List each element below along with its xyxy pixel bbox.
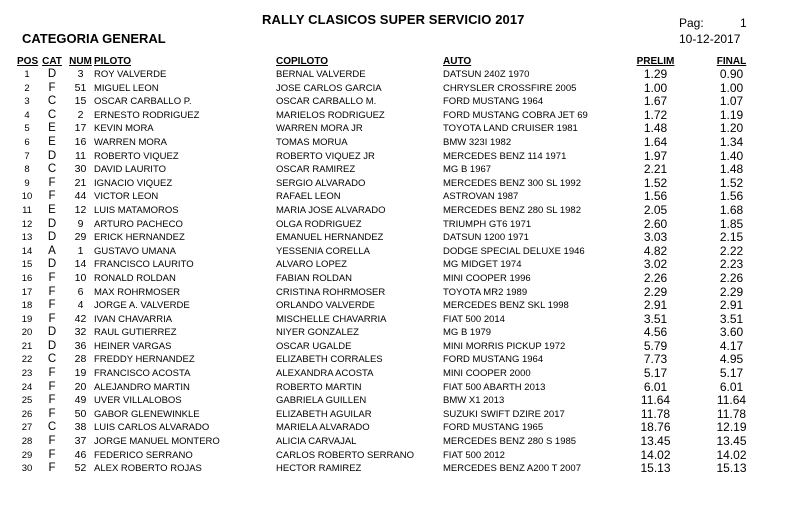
cell-final: 13.45 <box>716 435 747 449</box>
column-header-prelim: PRELIM <box>636 56 675 67</box>
cell-cat: D <box>47 149 57 162</box>
cell-piloto: ALEX ROBERTO ROJAS <box>94 463 202 475</box>
table-row <box>17 367 769 381</box>
page-label: Pag: <box>679 16 704 30</box>
cell-num: 15 <box>74 95 87 108</box>
cell-num: 29 <box>74 231 87 244</box>
cell-pos: 10 <box>21 191 33 203</box>
cell-cat: F <box>48 448 56 461</box>
column-header-cat: CAT <box>42 56 62 67</box>
cell-prelim: 4.56 <box>643 326 668 340</box>
cell-copiloto: HECTOR RAMIREZ <box>276 463 362 475</box>
table-row <box>17 326 769 340</box>
cell-cat: D <box>47 326 57 339</box>
table-row <box>17 150 769 164</box>
cell-pos: 9 <box>24 177 30 189</box>
table-row <box>17 231 769 245</box>
cell-prelim: 18.76 <box>640 421 671 435</box>
cell-copiloto: ELIZABETH AGUILAR <box>276 408 372 420</box>
cell-copiloto: OLGA RODRIGUEZ <box>276 218 362 230</box>
cell-cat: C <box>47 421 57 434</box>
cell-final: 11.64 <box>716 394 747 408</box>
cell-piloto: HEINER VARGAS <box>94 340 172 352</box>
cell-piloto: FRANCISCO LAURITO <box>94 259 194 271</box>
cell-num: 17 <box>74 122 87 135</box>
cell-cat: F <box>48 299 56 312</box>
column-header-pos: POS <box>17 56 39 67</box>
cell-auto: FORD MUSTANG 1965 <box>443 422 544 434</box>
cell-auto: FORD MUSTANG COBRA JET 69 <box>443 109 588 121</box>
cell-prelim: 2.91 <box>643 299 668 313</box>
cell-cat: F <box>48 190 56 203</box>
cell-copiloto: OSCAR RAMIREZ <box>276 164 356 176</box>
cell-final: 1.68 <box>719 203 744 217</box>
cell-num: 9 <box>77 217 84 230</box>
cell-auto: MERCEDES BENZ 280 S 1985 <box>443 436 577 448</box>
cell-copiloto: RAFAEL LEON <box>276 191 341 203</box>
cell-cat: D <box>47 217 57 230</box>
cell-num: 30 <box>74 163 87 176</box>
cell-prelim: 1.56 <box>643 190 668 204</box>
cell-num: 3 <box>77 68 84 80</box>
cell-num: 42 <box>74 312 87 325</box>
cell-prelim: 2.29 <box>643 285 668 299</box>
cell-auto: BMW 323I 1982 <box>443 136 512 148</box>
cell-pos: 25 <box>21 395 33 407</box>
cell-final: 12.19 <box>716 421 747 435</box>
cell-final: 1.40 <box>719 149 744 163</box>
cell-cat: D <box>47 231 57 244</box>
table-row <box>17 177 769 191</box>
cell-piloto: ROBERTO VIQUEZ <box>94 150 179 162</box>
cell-auto: MG MIDGET 1974 <box>443 259 522 271</box>
cell-piloto: MAX ROHRMOSER <box>94 286 181 298</box>
cell-cat: F <box>48 380 56 393</box>
cell-cat: F <box>48 435 56 448</box>
cell-prelim: 1.72 <box>643 108 668 122</box>
table-row <box>17 258 769 272</box>
cell-prelim: 1.67 <box>643 95 668 109</box>
cell-num: 14 <box>74 258 87 271</box>
cell-copiloto: MARIA JOSE ALVARADO <box>276 204 386 216</box>
cell-auto: TOYOTA MR2 1989 <box>443 286 528 298</box>
cell-final: 1.85 <box>719 217 744 231</box>
cell-prelim: 1.00 <box>643 81 668 95</box>
column-header-final: FINAL <box>716 56 747 67</box>
cell-prelim: 2.21 <box>643 163 668 177</box>
table-row <box>17 353 769 367</box>
cell-auto: MINI COOPER 2000 <box>443 368 531 380</box>
cell-cat: D <box>47 258 57 271</box>
cell-pos: 18 <box>21 300 33 312</box>
cell-num: 21 <box>74 176 87 189</box>
cell-cat: F <box>48 271 56 284</box>
cell-prelim: 3.02 <box>643 258 668 272</box>
cell-auto: MERCEDES BENZ A200 T 2007 <box>443 463 581 475</box>
cell-auto: FIAT 500 2012 <box>443 449 505 461</box>
cell-piloto: FREDDY HERNANDEZ <box>94 354 195 366</box>
cell-copiloto: MARIELOS RODRIGUEZ <box>276 109 385 121</box>
table-row <box>17 218 769 232</box>
cell-num: 36 <box>74 339 87 352</box>
cell-cat: F <box>48 312 56 325</box>
column-header-num: NUM <box>69 56 92 67</box>
cell-piloto: JORGE A. VALVERDE <box>94 300 190 312</box>
cell-copiloto: ALEXANDRA ACOSTA <box>276 368 374 380</box>
table-row <box>17 421 769 435</box>
cell-num: 11 <box>75 149 86 162</box>
cell-piloto: MIGUEL LEON <box>94 82 159 94</box>
cell-prelim: 5.79 <box>643 339 668 353</box>
cell-final: 11.78 <box>716 407 747 421</box>
table-row <box>17 136 769 150</box>
cell-num: 28 <box>74 353 87 366</box>
cell-final: 3.60 <box>719 326 744 340</box>
table-row <box>17 163 769 177</box>
column-header-auto: AUTO <box>443 56 472 67</box>
results-table <box>17 55 769 476</box>
cell-auto: SUZUKI SWIFT DZIRE 2017 <box>443 408 565 420</box>
cell-auto: TOYOTA LAND CRUISER 1981 <box>443 123 578 135</box>
table-row <box>17 340 769 354</box>
table-row <box>17 313 769 327</box>
cell-cat: F <box>48 285 56 298</box>
cell-pos: 26 <box>21 408 33 420</box>
table-row <box>17 299 769 313</box>
cell-final: 1.00 <box>719 81 744 95</box>
cell-final: 1.19 <box>719 108 744 122</box>
cell-pos: 16 <box>21 272 33 284</box>
cell-final: 15.13 <box>716 462 747 476</box>
cell-num: 10 <box>74 271 87 284</box>
cell-final: 2.15 <box>719 231 744 245</box>
cell-piloto: ALEJANDRO MARTIN <box>94 381 190 393</box>
table-row <box>17 408 769 422</box>
table-row <box>17 394 769 408</box>
cell-prelim: 3.03 <box>643 231 668 245</box>
cell-cat: C <box>47 95 57 108</box>
cell-auto: DODGE SPECIAL DELUXE 1946 <box>443 245 585 257</box>
cell-prelim: 14.02 <box>640 448 671 462</box>
cell-cat: C <box>47 353 57 366</box>
cell-pos: 21 <box>21 340 33 352</box>
cell-pos: 29 <box>21 449 33 461</box>
cell-num: 44 <box>74 190 87 203</box>
cell-final: 4.95 <box>719 353 744 367</box>
cell-pos: 3 <box>24 96 30 108</box>
cell-final: 6.01 <box>719 380 744 394</box>
cell-copiloto: WARREN MORA JR <box>276 123 363 135</box>
cell-piloto: RAUL GUTIERREZ <box>94 327 177 339</box>
cell-copiloto: FABIAN ROLDAN <box>276 272 353 284</box>
cell-piloto: ERICK HERNANDEZ <box>94 232 185 244</box>
cell-auto: MERCEDES BENZ 300 SL 1992 <box>443 177 581 189</box>
cell-prelim: 2.26 <box>643 271 668 285</box>
cell-copiloto: TOMAS MORUA <box>276 136 348 148</box>
cell-auto: FIAT 500 2014 <box>443 313 505 325</box>
cell-copiloto: EMANUEL HERNANDEZ <box>276 232 384 244</box>
cell-piloto: JORGE MANUEL MONTERO <box>94 436 220 448</box>
cell-prelim: 1.48 <box>643 122 668 136</box>
cell-num: 49 <box>74 394 87 407</box>
cell-num: 52 <box>74 462 87 475</box>
cell-final: 5.17 <box>719 367 744 381</box>
cell-cat: F <box>48 176 56 189</box>
column-header-copiloto: COPILOTO <box>276 56 329 67</box>
cell-copiloto: ALVARO LOPEZ <box>276 259 347 271</box>
cell-pos: 24 <box>21 381 33 393</box>
table-row <box>17 82 769 96</box>
cell-final: 4.17 <box>719 339 744 353</box>
cell-pos: 5 <box>24 123 30 135</box>
cell-cat: D <box>47 68 57 80</box>
table-row <box>17 245 769 259</box>
cell-pos: 28 <box>21 436 33 448</box>
table-row <box>17 462 769 476</box>
cell-copiloto: NIYER GONZALEZ <box>276 327 359 339</box>
cell-pos: 27 <box>21 422 33 434</box>
cell-pos: 4 <box>24 109 30 121</box>
cell-pos: 17 <box>21 286 33 298</box>
cell-piloto: DAVID LAURITO <box>94 164 166 176</box>
cell-prelim: 2.60 <box>643 217 668 231</box>
cell-final: 1.20 <box>719 122 744 136</box>
column-header-piloto: PILOTO <box>94 56 132 67</box>
table-row <box>17 95 769 109</box>
cell-pos: 12 <box>21 218 33 230</box>
cell-num: 2 <box>77 108 84 121</box>
cell-final: 3.51 <box>719 312 744 326</box>
cell-pos: 13 <box>21 232 33 244</box>
cell-prelim: 1.29 <box>643 68 668 81</box>
cell-copiloto: CRISTINA ROHRMOSER <box>276 286 386 298</box>
cell-piloto: FRANCISCO ACOSTA <box>94 368 191 380</box>
cell-final: 1.34 <box>719 135 744 149</box>
cell-copiloto: ROBERTO VIQUEZ JR <box>276 150 375 162</box>
cell-pos: 8 <box>24 164 30 176</box>
cell-copiloto: YESSENIA CORELLA <box>276 245 370 257</box>
report-title: RALLY CLASICOS SUPER SERVICIO 2017 <box>262 12 525 27</box>
cell-copiloto: MISCHELLE CHAVARRIA <box>276 313 387 325</box>
cell-copiloto: ELIZABETH CORRALES <box>276 354 383 366</box>
report-date: 10-12-2017 <box>679 32 741 46</box>
cell-piloto: ERNESTO RODRIGUEZ <box>94 109 200 121</box>
cell-final: 2.26 <box>719 271 744 285</box>
category-heading: CATEGORIA GENERAL <box>22 31 166 46</box>
cell-auto: TRIUMPH GT6 1971 <box>443 218 532 230</box>
cell-final: 2.91 <box>719 299 744 313</box>
cell-piloto: WARREN MORA <box>94 136 168 148</box>
cell-copiloto: SERGIO ALVARADO <box>276 177 366 189</box>
cell-copiloto: OSCAR UGALDE <box>276 340 352 352</box>
cell-piloto: LUIS MATAMOROS <box>94 204 179 216</box>
cell-final: 1.56 <box>719 190 744 204</box>
cell-cat: C <box>47 163 57 176</box>
cell-auto: FORD MUSTANG 1964 <box>443 354 544 366</box>
cell-cat: F <box>48 394 56 407</box>
cell-prelim: 7.73 <box>643 353 668 367</box>
cell-copiloto: MARIELA ALVARADO <box>276 422 370 434</box>
table-row <box>17 435 769 449</box>
cell-piloto: GUSTAVO UMANA <box>94 245 176 257</box>
cell-prelim: 15.13 <box>640 462 671 476</box>
cell-num: 12 <box>74 203 87 216</box>
table-row <box>17 190 769 204</box>
cell-num: 4 <box>77 299 84 312</box>
cell-num: 51 <box>74 81 87 94</box>
table-row <box>17 68 769 82</box>
cell-prelim: 13.45 <box>640 435 671 449</box>
cell-final: 2.23 <box>719 258 744 272</box>
cell-num: 50 <box>74 407 87 420</box>
cell-prelim: 6.01 <box>643 380 668 394</box>
cell-piloto: KEVIN MORA <box>94 123 154 135</box>
cell-pos: 6 <box>24 136 30 148</box>
table-header-row <box>17 55 769 68</box>
cell-final: 2.29 <box>719 285 744 299</box>
cell-piloto: ROY VALVERDE <box>94 69 167 80</box>
cell-pos: 30 <box>21 463 33 475</box>
cell-piloto: RONALD ROLDAN <box>94 272 176 284</box>
page-number: 1 <box>740 16 747 30</box>
cell-final: 1.48 <box>719 163 744 177</box>
cell-copiloto: ORLANDO VALVERDE <box>276 300 375 312</box>
cell-cat: F <box>48 407 56 420</box>
cell-auto: MINI COOPER 1996 <box>443 272 531 284</box>
cell-prelim: 11.64 <box>640 394 671 408</box>
cell-copiloto: BERNAL VALVERDE <box>276 69 366 80</box>
cell-cat: F <box>48 81 56 94</box>
cell-copiloto: GABRIELA GUILLEN <box>276 395 367 407</box>
cell-prelim: 5.17 <box>643 367 668 381</box>
cell-auto: MG B 1967 <box>443 164 492 176</box>
cell-piloto: OSCAR CARBALLO P. <box>94 96 192 108</box>
cell-final: 1.07 <box>719 95 744 109</box>
cell-pos: 2 <box>24 82 30 94</box>
cell-final: 1.52 <box>719 176 744 190</box>
cell-auto: MERCEDES BENZ 114 1971 <box>443 150 567 162</box>
cell-auto: BMW X1 2013 <box>443 395 505 407</box>
cell-piloto: IGNACIO VIQUEZ <box>94 177 173 189</box>
cell-cat: E <box>48 203 56 216</box>
cell-auto: MERCEDES BENZ SKL 1998 <box>443 300 569 312</box>
cell-pos: 22 <box>21 354 33 366</box>
cell-prelim: 2.05 <box>643 203 668 217</box>
cell-piloto: VICTOR LEON <box>94 191 159 203</box>
cell-cat: C <box>47 108 57 121</box>
cell-cat: A <box>48 244 56 257</box>
cell-num: 19 <box>74 367 87 380</box>
cell-auto: MERCEDES BENZ 280 SL 1982 <box>443 204 581 216</box>
cell-piloto: ARTURO PACHECO <box>94 218 183 230</box>
cell-prelim: 4.82 <box>643 244 668 258</box>
cell-prelim: 1.97 <box>643 149 668 163</box>
cell-final: 2.22 <box>719 244 744 258</box>
table-row <box>17 286 769 300</box>
cell-pos: 14 <box>21 245 33 257</box>
cell-auto: MG B 1979 <box>443 327 492 339</box>
cell-piloto: IVAN CHAVARRIA <box>94 313 173 325</box>
cell-num: 20 <box>74 380 87 393</box>
cell-pos: 23 <box>21 368 33 380</box>
cell-cat: F <box>48 367 56 380</box>
cell-auto: MINI MORRIS PICKUP 1972 <box>443 340 566 352</box>
table-row <box>17 122 769 136</box>
cell-num: 46 <box>74 448 87 461</box>
cell-pos: 11 <box>22 204 32 216</box>
cell-num: 1 <box>77 244 84 257</box>
cell-copiloto: OSCAR CARBALLO M. <box>276 96 377 108</box>
page-indicator <box>679 16 747 30</box>
cell-auto: FORD MUSTANG 1964 <box>443 96 544 108</box>
table-row <box>17 449 769 463</box>
cell-piloto: UVER VILLALOBOS <box>94 395 182 407</box>
cell-pos: 7 <box>24 150 30 162</box>
cell-num: 16 <box>74 135 87 148</box>
cell-pos: 15 <box>21 259 33 271</box>
cell-pos: 1 <box>24 69 30 80</box>
cell-prelim: 1.52 <box>643 176 668 190</box>
cell-copiloto: JOSE CARLOS GARCIA <box>276 82 382 94</box>
cell-final: 14.02 <box>716 448 747 462</box>
cell-pos: 20 <box>21 327 33 339</box>
cell-auto: ASTROVAN 1987 <box>443 191 519 203</box>
table-row <box>17 109 769 123</box>
cell-final: 0.90 <box>719 68 744 81</box>
cell-prelim: 3.51 <box>643 312 668 326</box>
cell-copiloto: ALICIA CARVAJAL <box>276 436 357 448</box>
cell-prelim: 11.78 <box>640 407 671 421</box>
cell-copiloto: ROBERTO MARTIN <box>276 381 362 393</box>
cell-piloto: FEDERICO SERRANO <box>94 449 193 461</box>
cell-num: 6 <box>77 285 84 298</box>
cell-piloto: LUIS CARLOS ALVARADO <box>94 422 210 434</box>
table-row <box>17 381 769 395</box>
cell-auto: DATSUN 240Z 1970 <box>443 69 530 80</box>
cell-auto: CHRYSLER CROSSFIRE 2005 <box>443 82 577 94</box>
cell-cat: E <box>48 135 56 148</box>
cell-piloto: GABOR GLENEWINKLE <box>94 408 200 420</box>
cell-auto: FIAT 500 ABARTH 2013 <box>443 381 546 393</box>
cell-pos: 19 <box>21 313 33 325</box>
cell-prelim: 1.64 <box>643 135 668 149</box>
cell-copiloto: CARLOS ROBERTO SERRANO <box>276 449 414 461</box>
cell-auto: DATSUN 1200 1971 <box>443 232 529 244</box>
cell-cat: F <box>48 462 56 475</box>
cell-num: 32 <box>74 326 87 339</box>
cell-cat: E <box>48 122 56 135</box>
cell-num: 38 <box>74 421 87 434</box>
cell-cat: D <box>47 339 57 352</box>
table-row <box>17 204 769 218</box>
table-row <box>17 272 769 286</box>
cell-num: 37 <box>74 435 87 448</box>
